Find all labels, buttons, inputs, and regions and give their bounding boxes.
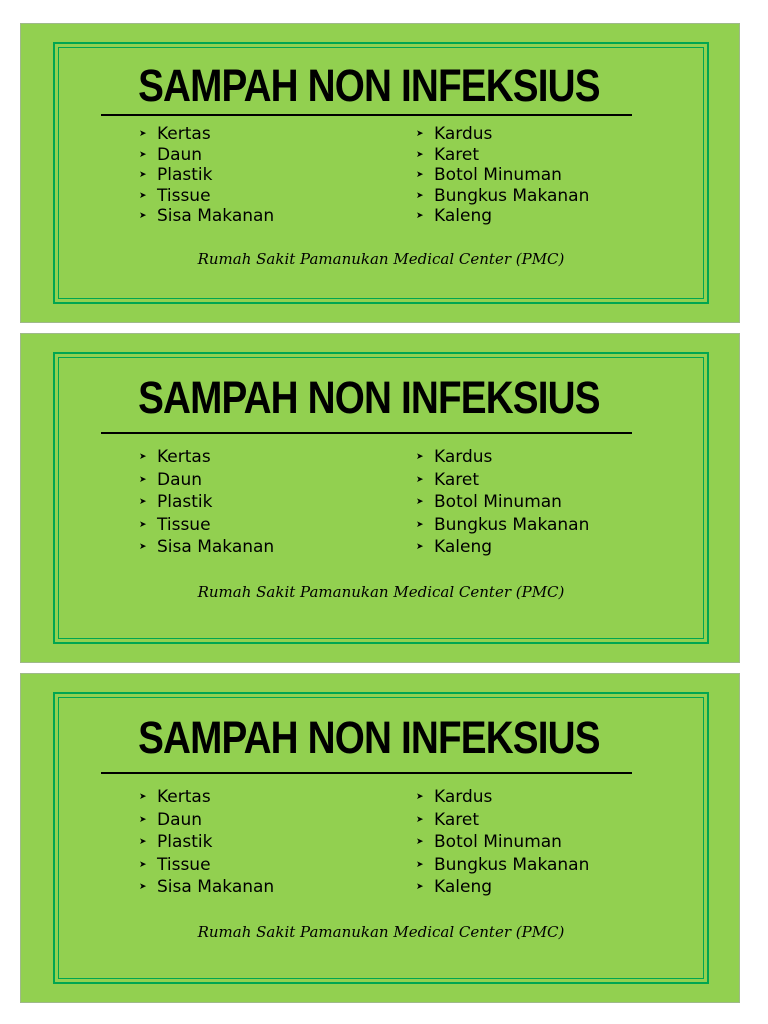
label-title: SAMPAH NON INFEKSIUS [138,60,600,111]
arrow-right-icon: ➤ [139,497,147,508]
list-item: ➤ Kertas [139,787,211,808]
waste-list-right [416,124,589,227]
arrow-right-icon: ➤ [416,542,424,553]
list-item: ➤ Kaleng [416,877,493,898]
arrow-right-icon: ➤ [416,211,424,222]
arrow-right-icon: ➤ [416,859,424,870]
arrow-right-icon: ➤ [416,792,424,803]
arrow-right-icon: ➤ [416,837,424,848]
arrow-right-icon: ➤ [139,129,147,140]
arrow-right-icon: ➤ [139,190,147,201]
label-title: SAMPAH NON INFEKSIUS [138,372,600,423]
arrow-right-icon: ➤ [139,519,147,530]
list-item: ➤ Plastik [139,492,213,513]
waste-list-right [416,446,589,559]
list-item: ➤ Botol Minuman [416,832,562,853]
arrow-right-icon: ➤ [139,882,147,893]
list-item: ➤ Bungkus Makanan [416,185,590,206]
list-item: ➤ Kardus [416,124,493,145]
arrow-right-icon: ➤ [416,474,424,485]
arrow-right-icon: ➤ [416,170,424,181]
list-item: ➤ Sisa Makanan [139,206,275,227]
hospital-name: Rumah Sakit Pamanukan Medical Center (PMC) [197,923,565,941]
list-item: ➤ Karet [416,144,480,165]
list-item: ➤ Kertas [139,447,211,468]
title-underline [101,772,632,774]
arrow-right-icon: ➤ [139,149,147,160]
waste-label-card-1 [20,23,740,323]
hospital-name: Rumah Sakit Pamanukan Medical Center (PMC) [197,583,565,601]
list-item: ➤ Kardus [416,447,493,468]
list-item: ➤ Daun [139,469,203,490]
arrow-right-icon: ➤ [139,170,147,181]
title-underline [101,114,632,116]
arrow-right-icon: ➤ [416,452,424,463]
label-title: SAMPAH NON INFEKSIUS [138,712,600,763]
list-item: ➤ Bungkus Makanan [416,854,590,875]
list-item: ➤ Botol Minuman [416,492,562,513]
list-item: ➤ Daun [139,144,203,165]
waste-list-left [139,124,274,227]
arrow-right-icon: ➤ [416,882,424,893]
list-item: ➤ Tissue [139,854,211,875]
list-item: ➤ Daun [139,809,203,830]
arrow-right-icon: ➤ [139,452,147,463]
list-item: ➤ Sisa Makanan [139,537,275,558]
waste-list-left [139,786,274,899]
list-item: ➤ Botol Minuman [416,165,562,186]
waste-label-card-3 [20,673,740,1003]
hospital-name: Rumah Sakit Pamanukan Medical Center (PMC) [197,250,565,268]
list-item: ➤ Kertas [139,124,211,145]
arrow-right-icon: ➤ [416,814,424,825]
list-item: ➤ Karet [416,469,480,490]
arrow-right-icon: ➤ [416,519,424,530]
arrow-right-icon: ➤ [416,129,424,140]
waste-list-left [139,446,274,559]
arrow-right-icon: ➤ [139,542,147,553]
arrow-right-icon: ➤ [139,837,147,848]
arrow-right-icon: ➤ [416,497,424,508]
arrow-right-icon: ➤ [416,190,424,201]
list-item: ➤ Plastik [139,832,213,853]
list-item: ➤ Plastik [139,165,213,186]
waste-label-card-2 [20,333,740,663]
waste-list-right [416,786,589,899]
list-item: ➤ Kaleng [416,206,493,227]
list-item: ➤ Sisa Makanan [139,877,275,898]
list-item: ➤ Kaleng [416,537,493,558]
list-item: ➤ Tissue [139,185,211,206]
list-item: ➤ Tissue [139,514,211,535]
arrow-right-icon: ➤ [139,792,147,803]
list-item: ➤ Kardus [416,787,493,808]
arrow-right-icon: ➤ [139,474,147,485]
list-item: ➤ Karet [416,809,480,830]
list-item: ➤ Bungkus Makanan [416,514,590,535]
arrow-right-icon: ➤ [139,211,147,222]
title-underline [101,432,632,434]
arrow-right-icon: ➤ [416,149,424,160]
arrow-right-icon: ➤ [139,814,147,825]
arrow-right-icon: ➤ [139,859,147,870]
